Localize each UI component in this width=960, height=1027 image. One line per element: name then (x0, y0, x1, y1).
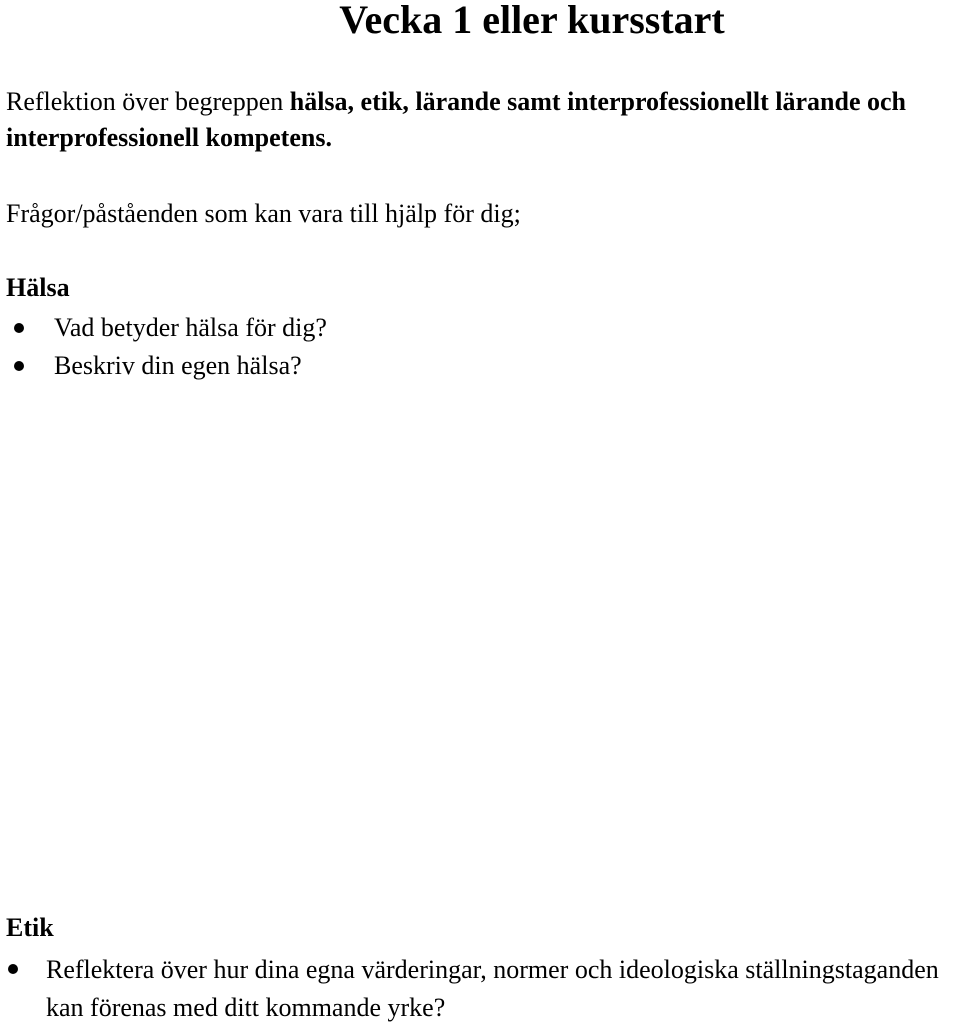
bullet-icon (14, 323, 24, 333)
bullet-icon (14, 361, 24, 371)
prompt-text: Frågor/påståenden som kan vara till hjälp för dig; (6, 199, 521, 228)
list-item-text: Vad betyder hälsa för dig? (54, 313, 327, 342)
intro-prefix: Reflektion över begreppen (6, 87, 290, 116)
list-item-text: Reflektera över hur dina egna värderingar, normer och ideologiska ställningstaganden kan förenas med ditt kommande yrke? (46, 955, 939, 1022)
list-item (54, 309, 327, 347)
intro-paragraph (6, 84, 956, 156)
list-item-text: Beskriv din egen hälsa? (54, 351, 302, 380)
section-heading-halsa: Hälsa (6, 273, 70, 302)
list-item (46, 951, 946, 1027)
halsa-question-list (54, 309, 327, 385)
bullet-icon (8, 964, 18, 974)
intro-terms: hälsa, etik, lärande samt interprofessionellt lärande och interprofessionell kompetens. (6, 87, 907, 152)
list-item (54, 347, 327, 385)
section-heading-etik: Etik (6, 913, 54, 942)
etik-question-list (46, 951, 946, 1027)
page-title: Vecka 1 eller kursstart (339, 0, 725, 42)
